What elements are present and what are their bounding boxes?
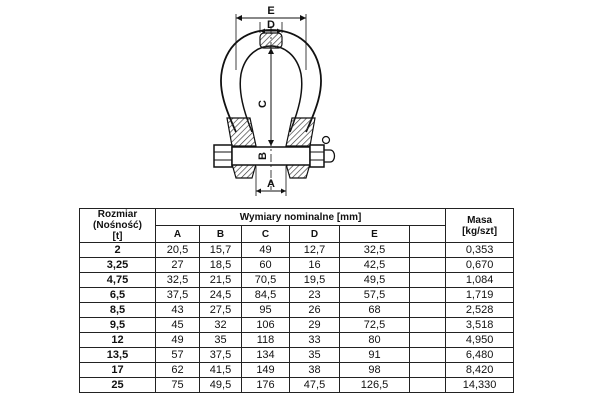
cell-size: 9,5 bbox=[80, 318, 156, 333]
cell-e: 126,5 bbox=[340, 378, 410, 393]
cell-b: 24,5 bbox=[200, 288, 242, 303]
cell-mass: 1,084 bbox=[446, 273, 514, 288]
table-row bbox=[80, 348, 514, 363]
cell-d: 38 bbox=[290, 363, 340, 378]
size-header-line3: [t] bbox=[112, 231, 123, 242]
cell-blank bbox=[410, 348, 446, 363]
cell-e: 57,5 bbox=[340, 288, 410, 303]
cell-a: 32,5 bbox=[156, 273, 200, 288]
cell-b: 15,7 bbox=[200, 243, 242, 258]
cell-e: 32,5 bbox=[340, 243, 410, 258]
table-row bbox=[80, 303, 514, 318]
cell-c: 70,5 bbox=[242, 273, 290, 288]
cell-e: 98 bbox=[340, 363, 410, 378]
cell-c: 149 bbox=[242, 363, 290, 378]
cotter-pin-eye bbox=[323, 137, 330, 144]
mass-header-line1: Masa bbox=[467, 214, 493, 226]
col-d-header: D bbox=[290, 226, 340, 243]
cell-b: 49,5 bbox=[200, 378, 242, 393]
table-row bbox=[80, 318, 514, 333]
cell-blank bbox=[410, 243, 446, 258]
dim-a-label: A bbox=[267, 178, 275, 190]
cell-size: 17 bbox=[80, 363, 156, 378]
cell-d: 33 bbox=[290, 333, 340, 348]
dim-d-label: D bbox=[267, 19, 275, 31]
cell-c: 134 bbox=[242, 348, 290, 363]
cell-b: 18,5 bbox=[200, 258, 242, 273]
cell-mass: 0,670 bbox=[446, 258, 514, 273]
table-row bbox=[80, 333, 514, 348]
cell-c: 176 bbox=[242, 378, 290, 393]
cell-e: 72,5 bbox=[340, 318, 410, 333]
dim-e-label: E bbox=[267, 5, 275, 17]
cell-blank bbox=[410, 288, 446, 303]
dim-c-label: C bbox=[257, 100, 269, 108]
cell-size: 25 bbox=[80, 378, 156, 393]
shackle-diagram bbox=[0, 0, 600, 205]
bolt-nut bbox=[310, 145, 324, 167]
col-c-header: C bbox=[242, 226, 290, 243]
cell-mass: 2,528 bbox=[446, 303, 514, 318]
cell-size: 3,25 bbox=[80, 258, 156, 273]
cell-size: 6,5 bbox=[80, 288, 156, 303]
cell-a: 37,5 bbox=[156, 288, 200, 303]
size-header-line1: Rozmiar bbox=[97, 209, 138, 220]
cell-size: 8,5 bbox=[80, 303, 156, 318]
cell-mass: 4,950 bbox=[446, 333, 514, 348]
cell-c: 95 bbox=[242, 303, 290, 318]
right-eye-lower bbox=[286, 164, 310, 178]
cell-c: 118 bbox=[242, 333, 290, 348]
cell-a: 45 bbox=[156, 318, 200, 333]
cotter-pin bbox=[324, 150, 335, 162]
col-b-header: B bbox=[200, 226, 242, 243]
cell-a: 43 bbox=[156, 303, 200, 318]
cell-b: 21,5 bbox=[200, 273, 242, 288]
cell-size: 12 bbox=[80, 333, 156, 348]
table-row bbox=[80, 243, 514, 258]
left-eye-section bbox=[227, 118, 256, 146]
col-e-header: E bbox=[340, 226, 410, 243]
cell-size: 13,5 bbox=[80, 348, 156, 363]
cell-b: 37,5 bbox=[200, 348, 242, 363]
cell-a: 20,5 bbox=[156, 243, 200, 258]
left-eye-lower bbox=[232, 164, 256, 178]
cell-b: 32 bbox=[200, 318, 242, 333]
cell-mass: 6,480 bbox=[446, 348, 514, 363]
cell-blank bbox=[410, 303, 446, 318]
col-a-header: A bbox=[156, 226, 200, 243]
cell-blank bbox=[410, 378, 446, 393]
cell-d: 23 bbox=[290, 288, 340, 303]
cell-b: 41,5 bbox=[200, 363, 242, 378]
cell-d: 47,5 bbox=[290, 378, 340, 393]
cell-e: 68 bbox=[340, 303, 410, 318]
spec-table bbox=[79, 208, 514, 393]
dim-b-label: B bbox=[257, 152, 269, 160]
cell-b: 35 bbox=[200, 333, 242, 348]
cell-a: 57 bbox=[156, 348, 200, 363]
cell-e: 80 bbox=[340, 333, 410, 348]
cell-d: 26 bbox=[290, 303, 340, 318]
cell-c: 84,5 bbox=[242, 288, 290, 303]
cell-a: 27 bbox=[156, 258, 200, 273]
right-eye-section bbox=[286, 118, 315, 146]
cell-blank bbox=[410, 273, 446, 288]
bolt-head bbox=[214, 145, 232, 167]
table-header-row bbox=[80, 209, 514, 226]
cell-blank bbox=[410, 333, 446, 348]
table-row bbox=[80, 363, 514, 378]
cell-a: 75 bbox=[156, 378, 200, 393]
cell-d: 19,5 bbox=[290, 273, 340, 288]
table-row bbox=[80, 273, 514, 288]
cell-a: 62 bbox=[156, 363, 200, 378]
cell-e: 42,5 bbox=[340, 258, 410, 273]
cell-mass: 8,420 bbox=[446, 363, 514, 378]
cell-mass: 0,353 bbox=[446, 243, 514, 258]
dims-header: Wymiary nominalne [mm] bbox=[156, 209, 446, 226]
cell-a: 49 bbox=[156, 333, 200, 348]
cell-e: 91 bbox=[340, 348, 410, 363]
cell-blank bbox=[410, 258, 446, 273]
size-header-line2: (Nośność) bbox=[93, 220, 142, 231]
size-header bbox=[80, 209, 156, 243]
cell-e: 49,5 bbox=[340, 273, 410, 288]
table-row bbox=[80, 258, 514, 273]
spec-table-body bbox=[80, 243, 514, 393]
cell-size: 2 bbox=[80, 243, 156, 258]
mass-header-line2: [kg/szt] bbox=[462, 225, 498, 237]
cell-mass: 1,719 bbox=[446, 288, 514, 303]
cell-d: 12,7 bbox=[290, 243, 340, 258]
cell-blank bbox=[410, 363, 446, 378]
cell-c: 106 bbox=[242, 318, 290, 333]
cell-mass: 14,330 bbox=[446, 378, 514, 393]
cell-d: 35 bbox=[290, 348, 340, 363]
mass-header bbox=[446, 209, 514, 243]
cell-d: 29 bbox=[290, 318, 340, 333]
cell-d: 16 bbox=[290, 258, 340, 273]
cell-mass: 3,518 bbox=[446, 318, 514, 333]
cell-c: 60 bbox=[242, 258, 290, 273]
table-row bbox=[80, 288, 514, 303]
cell-blank bbox=[410, 318, 446, 333]
cell-c: 49 bbox=[242, 243, 290, 258]
col-blank-header bbox=[410, 226, 446, 243]
cell-b: 27,5 bbox=[200, 303, 242, 318]
table-row bbox=[80, 378, 514, 393]
cell-size: 4,75 bbox=[80, 273, 156, 288]
